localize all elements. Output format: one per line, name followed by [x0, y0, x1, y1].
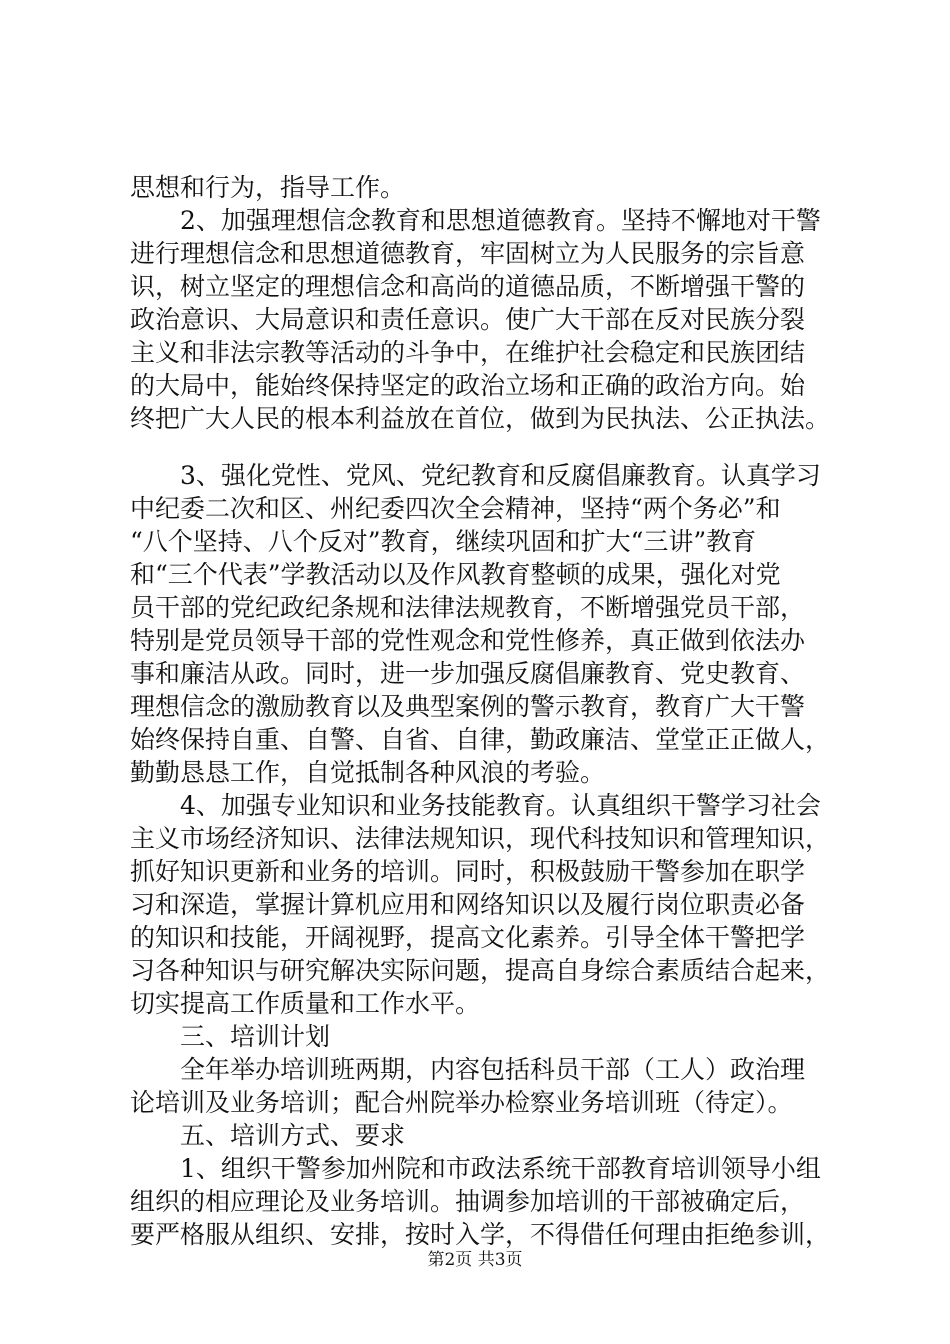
text-line: 中纪委二次和区、州纪委四次全会精神，坚持“两个务必”和	[130, 494, 781, 523]
text-line: 终把广大人民的根本利益放在首位，做到为民执法、公正执法。	[130, 404, 831, 433]
text-line: 员干部的党纪政纪条规和法律法规教育，不断增强党员干部，	[130, 593, 806, 622]
text-line: 抓好知识更新和业务的培训。同时，积极鼓励干警参加在职学	[130, 857, 806, 886]
text-line: 2、加强理想信念教育和思想道德教育。坚持不懈地对干警	[130, 206, 821, 235]
text-line: 论培训及业务培训；配合州院举办检察业务培训班（待定）。	[130, 1088, 793, 1117]
text-line: 组织的相应理论及业务培训。抽调参加培训的干部被确定后，	[130, 1187, 806, 1216]
text-line: 事和廉洁从政。同时，进一步加强反腐倡廉教育、党史教育、	[130, 659, 806, 688]
page-footer: 第2页 共3页	[427, 1250, 523, 1270]
text-line: 始终保持自重、自警、自省、自律，勤政廉洁、堂堂正正做人，	[130, 725, 831, 754]
text-line: 4、加强专业知识和业务技能教育。认真组织干警学习社会	[130, 791, 821, 820]
text-line: 切实提高工作质量和工作水平。	[130, 989, 481, 1018]
text-line: 习和深造，掌握计算机应用和网络知识以及履行岗位职责必备	[130, 890, 806, 919]
text-line: 习各种知识与研究解决实际问题，提高自身综合素质结合起来，	[130, 956, 831, 985]
text-line: 全年举办培训班两期，内容包括科员干部（工人）政治理	[130, 1055, 806, 1084]
section-heading: 五、培训方式、要求	[130, 1121, 406, 1150]
text-line: 政治意识、大局意识和责任意识。使广大干部在反对民族分裂	[130, 305, 806, 334]
text-line: 特别是党员领导干部的党性观念和党性修养，真正做到依法办	[130, 626, 806, 655]
section-heading: 三、培训计划	[130, 1022, 331, 1051]
text-line: 勤勤恳恳工作，自觉抵制各种风浪的考验。	[130, 758, 606, 787]
text-line: “八个坚持、八个反对”教育，继续巩固和扩大“三讲”教育	[130, 527, 757, 556]
text-line: 3、强化党性、党风、党纪教育和反腐倡廉教育。认真学习	[130, 461, 821, 490]
text-line: 的知识和技能，开阔视野，提高文化素养。引导全体干警把学	[130, 923, 806, 952]
text-line: 的大局中，能始终保持坚定的政治立场和正确的政治方向。始	[130, 371, 806, 400]
text-line: 主义和非法宗教等活动的斗争中，在维护社会稳定和民族团结	[130, 338, 806, 367]
text-line: 思想和行为，指导工作。	[130, 173, 406, 202]
text-line: 1、组织干警参加州院和市政法系统干部教育培训领导小组	[130, 1154, 821, 1183]
text-line: 理想信念的激励教育以及典型案例的警示教育，教育广大干警	[130, 692, 806, 721]
text-line: 主义市场经济知识、法律法规知识，现代科技知识和管理知识，	[130, 824, 831, 853]
text-line: 识，树立坚定的理想信念和高尚的道德品质，不断增强干警的	[130, 272, 806, 301]
text-line: 要严格服从组织、安排，按时入学，不得借任何理由拒绝参训，	[130, 1220, 831, 1249]
text-line: 和“三个代表”学教活动以及作风教育整顿的成果，强化对党	[130, 560, 781, 589]
text-line: 进行理想信念和思想道德教育，牢固树立为人民服务的宗旨意	[130, 239, 806, 268]
